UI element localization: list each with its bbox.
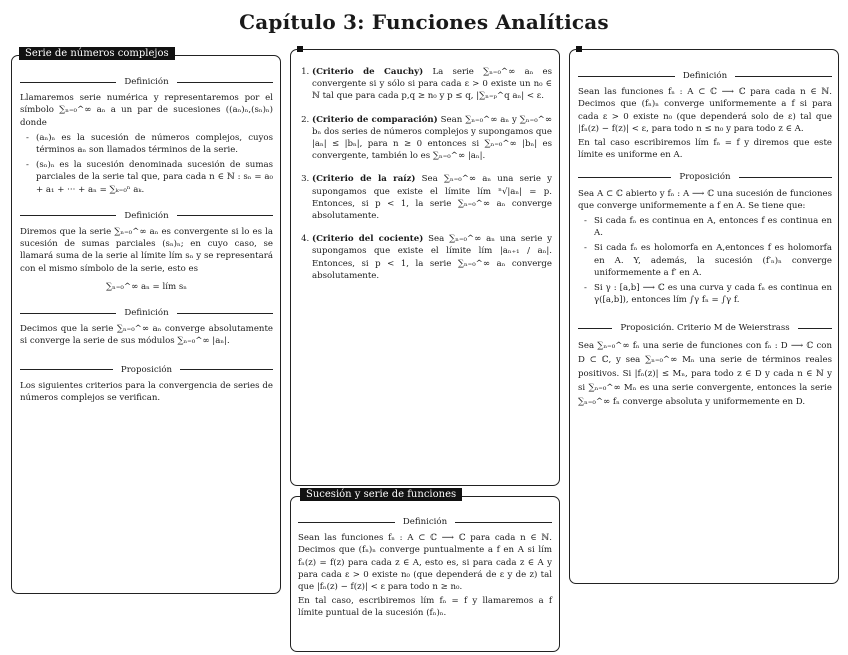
section-tag-series: Serie de números complejos — [19, 47, 175, 60]
list-item: - Si cada fₙ es continua en A, entonces f es continua en A. — [594, 215, 832, 239]
col2-content — [298, 66, 552, 293]
definition-list — [20, 132, 273, 196]
proposition-text: Sea ∑ₙ₌₀^∞ fₙ una serie de funciones con fₙ : D ⟶ ℂ con D ⊂ ℂ, y sea ∑ₙ₌₀^∞ Mₙ una serie de términos reales positivos. Si |fₙ(z)| ≤ Mₙ, para todo z ∈ D y cada n ∈ ℕ y si ∑ₙ₌₀^∞ Mₙ es una serie convergente, entonces la serie ∑ₙ₌₀^∞ fₙ converge absoluta y uniformemente en D. — [578, 340, 832, 407]
proposition-list — [578, 215, 832, 306]
definition-text: Llamaremos serie numérica y representaremos por el símbolo ∑ₙ₌₀^∞ aₙ a un par de sucesiones ((aₙ)ₙ,(sₙ)ₙ) donde — [20, 93, 273, 128]
page-title: Capítulo 3: Funciones Analíticas — [239, 10, 609, 34]
definition-text: En tal caso, escribiremos lím fₙ = f y llamaremos a f límite puntual de la sucesión (fₙ)ₙ. — [298, 596, 552, 619]
proposition-header: Proposición — [20, 364, 273, 376]
list-item: - (aₙ)ₙ es la sucesión de números complejos, cuyos términos aₙ son llamados términos de la serie. — [36, 132, 273, 156]
proposition-text: Sea A ⊂ ℂ abierto y fₙ : A ⟶ ℂ una sucesión de funciones que converge uniformemente a f en A. Se tiene que: — [578, 188, 832, 211]
definition-header: Definición — [20, 76, 273, 88]
list-item: - Si γ : [a,b] ⟶ ℂ es una curva y cada fₙ es continua en γ([a,b]), entonces lím ∫γ fₙ = ∫γ f. — [594, 282, 832, 306]
col3-content — [578, 66, 832, 411]
criterion-item: 3. (Criterio de la raíz) Sea ∑ₙ₌₀^∞ aₙ una serie y supongamos que existe el límite lím ⁿ√|aₙ| = p. Entonces, si p < 1, la serie ∑ₙ₌₀^∞ aₙ converge absolutamente. — [312, 173, 552, 222]
formula-sum: ∑ₙ₌₀^∞ aₙ = lím sₙ — [106, 281, 187, 292]
list-item: - Si cada fₙ es holomorfa en A,entonces f es holomorfa en A. Y, además, la sucesión (f′ₙ)ₙ converge uniformemente a f′ en A. — [594, 242, 832, 279]
col1-content — [20, 72, 273, 406]
definition-header: Definición — [298, 516, 552, 528]
criterion-item: 2. (Criterio de comparación) Sean ∑ₙ₌₀^∞ aₙ y ∑ₙ₌₀^∞ bₙ dos series de números complejos y supongamos que |aₙ| ≤ |bₙ|, para n ≥ 0 entonces si ∑ₙ₌₀^∞ |bₙ| es convergente, también lo es ∑ₙ₌₀^∞ |aₙ|. — [312, 114, 552, 163]
section-tag-functions: Sucesión y serie de funciones — [300, 488, 462, 501]
corner-marker — [576, 46, 582, 52]
proposition-text: Los siguientes criterios para la convergencia de series de números complejos se verifican. — [20, 380, 273, 404]
definition-text: Sean las funciones fₙ : A ⊂ ℂ ⟶ ℂ para cada n ∈ ℕ. Decimos que (fₙ)ₙ converge uniformemente a f si para cada ε > 0 existe n₀ (que dependerá solo de ε) tal que |fₙ(z) − f(z)| < ε, para todo n ≤ n₀ y para todo z ∈ A. — [578, 87, 832, 134]
proposition-header: Proposición. Criterio M de Weierstrass — [578, 322, 832, 334]
definition-text: Decimos que la serie ∑ₙ₌₀^∞ aₙ converge absolutamente si converge la serie de sus módulos ∑ₙ₌₀^∞ |aₙ|. — [20, 324, 273, 347]
proposition-header: Proposición — [578, 171, 832, 183]
definition-text: Sean las funciones fₙ : A ⊂ ℂ ⟶ ℂ para cada n ∈ ℕ. Decimos que (fₙ)ₙ converge puntualmente a f en A si lím fₙ(z) = f(z) para cada z ∈ A, esto es, si para cada z ∈ A y para cada ε > 0 existe n₀ (que dependerá de ε y de z) tal que |fₙ(z) − f(z)| < ε para todo n ≥ n₀. — [298, 533, 552, 593]
definition-header: Definición — [578, 70, 832, 82]
definition-text: Diremos que la serie ∑ₙ₌₀^∞ aₙ es convergente si lo es la sucesión de sumas parciales (sₙ)ₙ; en cuyo caso, se llamará suma de la serie al límite lím sₙ y se representará con el mismo símbolo de la serie, esto es — [20, 227, 273, 274]
criterion-item: 4. (Criterio del cociente) Sea ∑ₙ₌₀^∞ aₙ una serie y supongamos que existe el límite lím |aₙ₊₁ / aₙ|. Entonces, si p < 1, la serie ∑ₙ₌₀^∞ aₙ converge absolutamente. — [312, 233, 552, 282]
col2b-content — [298, 512, 552, 622]
criteria-list — [298, 66, 552, 282]
corner-marker — [297, 46, 303, 52]
list-item: - (sₙ)ₙ es la sucesión denominada sucesión de sumas parciales de la serie tal que, para cada n ∈ ℕ : sₙ = a₀ + a₁ + ··· + aₙ = ∑ₖ₌₀ⁿ aₖ. — [36, 159, 273, 196]
definition-header: Definición — [20, 210, 273, 222]
definition-text: En tal caso escribiremos lím fₙ = f y diremos que este límite es uniforme en A. — [578, 138, 832, 161]
criterion-item: 1. (Criterio de Cauchy) La serie ∑ₙ₌₀^∞ aₙ es convergente si y sólo si para cada ε > 0 existe un n₀ ∈ ℕ tal que para cada p,q ≥ n₀ y p ≤ q, |∑ₙ₌ₚ^q aₙ| < ε. — [312, 66, 552, 103]
definition-header: Definición — [20, 307, 273, 319]
